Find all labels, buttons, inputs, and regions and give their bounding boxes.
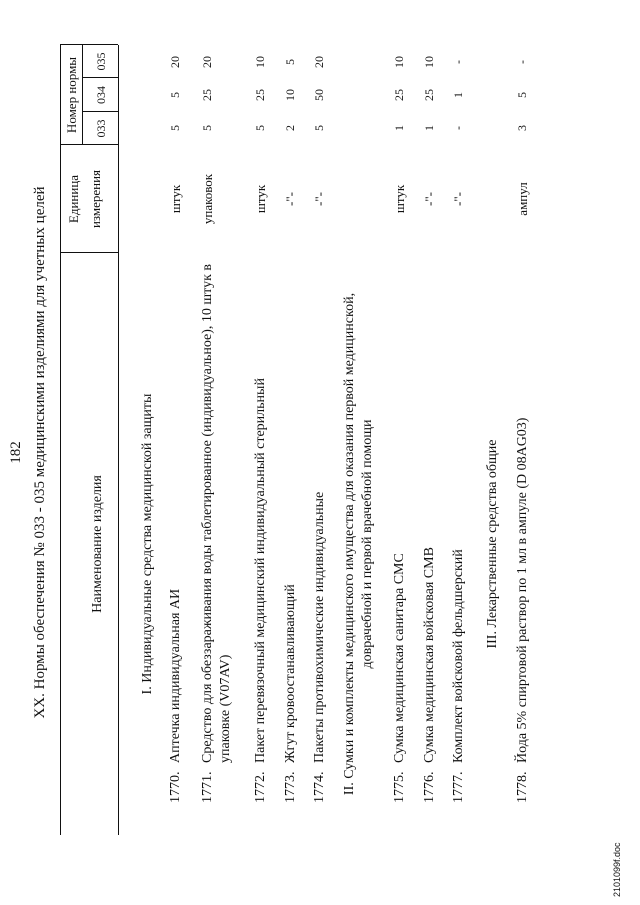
- row-value-035: 10: [392, 56, 406, 68]
- row-name: Пакеты противохимические индивидуальные: [312, 491, 327, 763]
- row-value-034: 1: [451, 92, 465, 98]
- row-value-033: 1: [392, 125, 406, 131]
- row-value-033: 5: [312, 125, 326, 131]
- row-value-035: 20: [200, 56, 214, 68]
- document-title: XX. Нормы обеспечения № 033 - 035 медицинскими изделиями для учетных целей: [32, 186, 48, 719]
- row-number: 1776.: [422, 771, 437, 803]
- row-value-035: 5: [283, 59, 297, 65]
- row-name-continued: упаковке (V07AV): [218, 654, 233, 763]
- header-col-033: 033: [94, 119, 108, 138]
- row-name: Средство для обеззараживания воды таблетированное (индивидуальное), 10 штук в: [200, 263, 215, 763]
- row-value-035: 10: [253, 56, 267, 68]
- row-name: Йода 5% спиртовой раствор по 1 мл в ампуле (D 08AG03): [515, 417, 530, 763]
- header-norm: Номер нормы: [64, 56, 79, 134]
- row-value-034: 25: [422, 89, 436, 101]
- row-unit: штук: [253, 184, 268, 214]
- row-value-034: 25: [392, 89, 406, 101]
- row-name: Сумка медицинская войсковая СМВ: [422, 547, 437, 763]
- row-name: Пакет перевязочный медицинский индивидуальный стерильный: [253, 378, 268, 763]
- row-number: 1778.: [515, 771, 530, 803]
- row-number: 1772.: [253, 771, 268, 803]
- row-number: 1773.: [283, 771, 298, 803]
- row-unit: -"-: [422, 192, 437, 206]
- row-unit: -"-: [283, 192, 298, 206]
- norm-subheader-rule: [82, 45, 83, 145]
- row-number: 1775.: [392, 771, 407, 803]
- table-top-rule: [60, 45, 61, 835]
- row-value-033: 1: [422, 125, 436, 131]
- row-value-033: 5: [253, 125, 267, 131]
- row-value-035: -: [515, 60, 529, 64]
- row-value-033: 5: [168, 125, 182, 131]
- row-name: Сумка медицинская санитара СМС: [392, 553, 407, 763]
- footer-filename: 2101099f.doc: [612, 842, 622, 897]
- row-name: Комплект войсковой фельдшерский: [451, 549, 466, 763]
- row-value-035: 20: [312, 56, 326, 68]
- row-number: 1774.: [312, 771, 327, 803]
- row-name: Жгут кровоостанавливающий: [283, 584, 298, 763]
- row-value-034: 25: [253, 89, 267, 101]
- header-unit-line1: Единица: [66, 174, 81, 224]
- row-value-033: -: [451, 126, 465, 130]
- row-value-033: 5: [200, 125, 214, 131]
- section-title-2-line2: доврачебной и первой врачебной помощи: [360, 419, 375, 669]
- row-value-033: 3: [515, 125, 529, 131]
- header-col-035: 035: [94, 52, 108, 71]
- row-unit: штук: [168, 184, 183, 214]
- row-value-034: 25: [200, 89, 214, 101]
- row-unit: -"-: [312, 192, 327, 206]
- row-number: 1771.: [200, 771, 215, 803]
- section-title-2-line1: II. Сумки и комплекты медицинского имущества для оказания первой медицинской,: [342, 292, 357, 796]
- row-value-034: 10: [283, 89, 297, 101]
- header-name: Наименование изделия: [90, 475, 105, 613]
- row-number: 1777.: [451, 771, 466, 803]
- row-value-035: 20: [168, 56, 182, 68]
- row-value-034: 50: [312, 89, 326, 101]
- row-value-035: -: [451, 60, 465, 64]
- header-bottom-rule: [118, 45, 119, 835]
- row-value-033: 2: [283, 125, 297, 131]
- row-name: Аптечка индивидуальная АИ: [168, 588, 183, 763]
- row-unit: упаковок: [200, 173, 215, 225]
- row-value-035: 10: [422, 56, 436, 68]
- row-unit: ампул: [515, 182, 530, 216]
- page-number: 182: [8, 441, 24, 464]
- row-value-034: 5: [515, 92, 529, 98]
- row-number: 1770.: [168, 771, 183, 803]
- row-unit: -"-: [451, 192, 466, 206]
- header-unit-line2: измерения: [88, 169, 103, 229]
- row-value-034: 5: [168, 92, 182, 98]
- row-unit: штук: [392, 184, 407, 214]
- section-title-1: I. Индивидуальные средства медицинской защиты: [140, 393, 155, 695]
- section-title-3: III. Лекарственные средства общие: [485, 439, 500, 649]
- header-col-034: 034: [94, 86, 108, 104]
